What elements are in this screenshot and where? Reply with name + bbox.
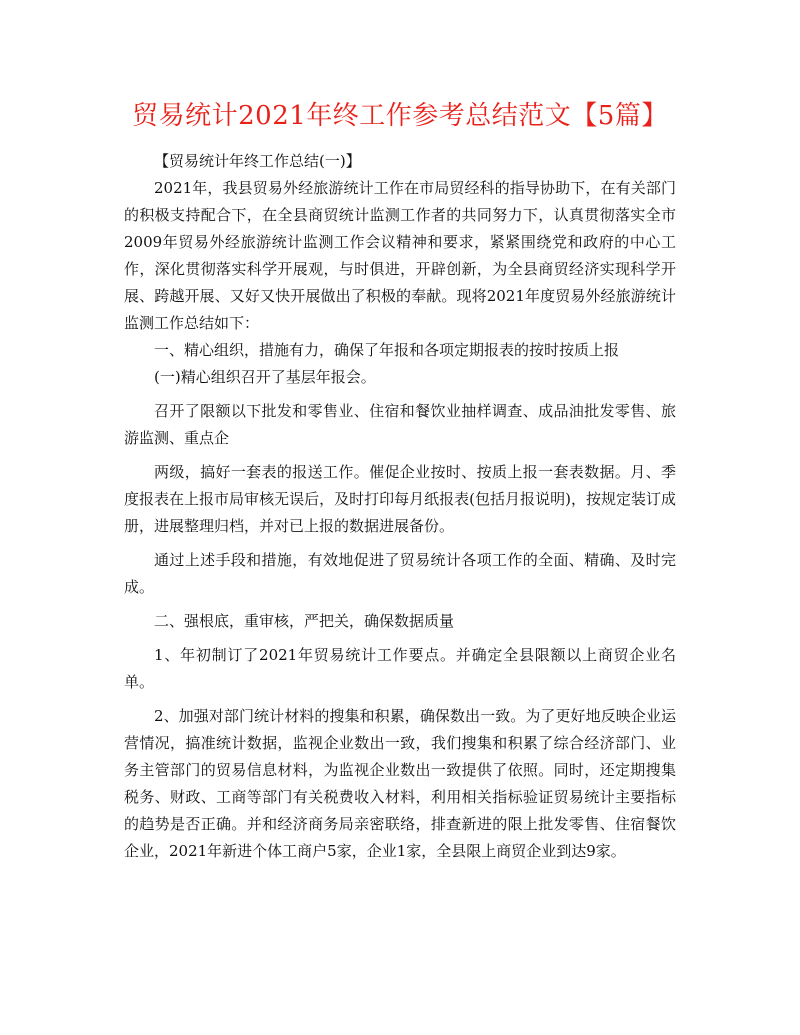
document-body xyxy=(124,148,676,865)
paragraph: 通过上述手段和措施，有效地促进了贸易统计各项工作的全面、精确、及时完成。 xyxy=(124,551,676,596)
paragraph: 两级，搞好一套表的报送工作。催促企业按时、按质上报一套表数据。月、季度报表在上报市局审核无误后，及时打印每月纸报表(包括月报说明)，按规定装订成册，进展整理归档，并对已上报的数据进展备份。 xyxy=(124,463,676,535)
paragraph: 2、加强对部门统计材料的搜集和积累，确保数出一致。为了更好地反映企业运营情况，搞准统计数据，监视企业数出一致，我们搜集和积累了综合经济部门、业务主管部门的贸易信息材料，为监视企业数出一致提供了依照。同时，还定期搜集税务、财政、工商等部门有关税费收入材料，利用相关指标验证贸易统计主要指标的趋势是否正确。并和经济商务局亲密联络，排查新进的限上批发零售、住宿餐饮企业，2021年新进个体工商户5家，企业1家，全县限上商贸企业到达9家。 xyxy=(124,707,676,860)
section-subtitle: 【贸易统计年终工作总结(一)】 xyxy=(154,152,361,170)
paragraph: 1、年初制订了2021年贸易统计工作要点。并确定全县限额以上商贸企业名单。 xyxy=(124,646,676,691)
paragraph: 二、强根底，重审核，严把关，确保数据质量 xyxy=(154,612,455,630)
document-title: 贸易统计2021年终工作参考总结范文【5篇】 xyxy=(132,101,668,131)
paragraph: (一)精心组织召开了基层年报会。 xyxy=(154,368,376,386)
paragraph: 召开了限额以下批发和零售业、住宿和餐饮业抽样调查、成品油批发零售、旅游监测、重点企 xyxy=(124,402,676,447)
paragraph: 一、精心组织，措施有力，确保了年报和各项定期报表的按时按质上报 xyxy=(154,341,620,359)
paragraph: 2021年，我县贸易外经旅游统计工作在市局贸经科的指导协助下，在有关部门的积极支持配合下，在全县商贸统计监测工作者的共同努力下，认真贯彻落实全市2009年贸易外经旅游统计监测工作会议精神和要求，紧紧围绕党和政府的中心工作，深化贯彻落实科学开展观，与时俱进，开辟创新，为全县商贸经济实现科学开展、跨越开展、又好又快开展做出了积极的奉献。现将2021年度贸易外经旅游统计监测工作总结如下： xyxy=(124,179,676,332)
